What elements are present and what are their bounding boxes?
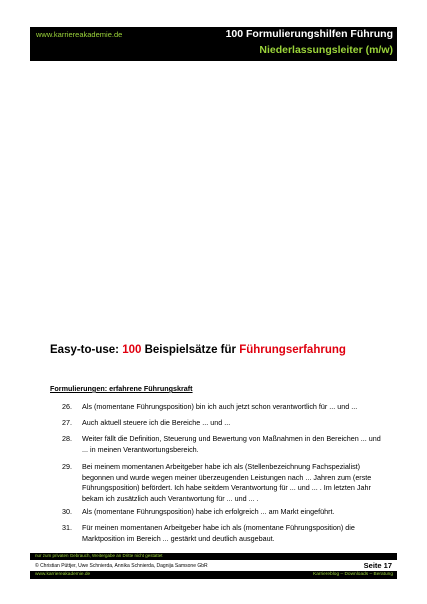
item-text: Für meinen momentanen Arbeitgeber habe ich als (momentane Führungsposition) die Marktposition im Bereich ... gestärkt und deutlich ausgebaut.	[82, 523, 355, 543]
footer-link-bar	[30, 572, 397, 579]
footer-breadcrumb[interactable]: Karriereblog – Downloads – Beratung	[313, 572, 393, 577]
header-subtitle: Niederlassungsleiter (m/w)	[259, 44, 393, 56]
headline-highlight: Führungserfahrung	[239, 344, 346, 356]
item-number: 27.	[62, 418, 72, 427]
item-number: 28.	[62, 434, 72, 443]
footer-copyright: © Christian Püttjer, Uwe Schnierda, Annika Schnierda, Dagnija Samsone GbR	[35, 563, 208, 569]
item-number: 31.	[62, 523, 72, 532]
list-item	[62, 462, 382, 504]
item-text: Bei meinem momentanen Arbeitgeber habe ich als (Stellenbezeichnung Fachspezialist) begonnen und wurde wegen meiner überzeugenden Leistungen nach ... Jahren zum (erste Führungsposition) befördert. Ich habe seitdem Verantwortung für ... und ... . Im letzten Jahr bekam ich zusätzlich auch Verantwortung für ... und ... .	[82, 462, 372, 503]
item-text: Als (momentane Führungsposition) bin ich auch jetzt schon verantwortlich für ... und ...	[82, 402, 358, 411]
headline-part1: Easy-to-use:	[50, 344, 123, 356]
page-headline	[50, 344, 346, 356]
footer-usage-bar	[30, 553, 397, 560]
list-item	[62, 523, 382, 544]
header-title: 100 Formulierungshilfen Führung	[225, 28, 393, 40]
list-item	[62, 418, 382, 429]
item-number: 30.	[62, 507, 72, 516]
list-item	[62, 434, 382, 455]
page-number: Seite 17	[363, 561, 392, 570]
footer-site-link[interactable]: www.karriereakademie.de	[35, 572, 91, 577]
headline-number: 100	[122, 344, 142, 356]
list-item	[62, 402, 382, 413]
header-site-link[interactable]: www.karriereakademie.de	[36, 30, 123, 39]
list-item	[62, 507, 382, 518]
item-number: 29.	[62, 462, 72, 471]
item-text: Weiter fällt die Definition, Steuerung und Bewertung von Maßnahmen in den Bereichen ... und ... in meinen Verantwortungsbereich.	[82, 434, 381, 454]
item-text: Auch aktuell steuere ich die Bereiche ... und ...	[82, 418, 231, 427]
item-number: 26.	[62, 402, 72, 411]
item-text: Als (momentane Führungsposition) habe ich erfolgreich ... am Markt eingeführt.	[82, 507, 335, 516]
page-header	[30, 27, 397, 61]
headline-part2: Beispielsätze für	[141, 344, 240, 356]
footer-usage-note: nur zum privaten Gebrauch, Weitergabe an Dritte nicht gestattet	[35, 553, 163, 558]
section-title: Formulierungen: erfahrene Führungskraft	[50, 384, 193, 393]
